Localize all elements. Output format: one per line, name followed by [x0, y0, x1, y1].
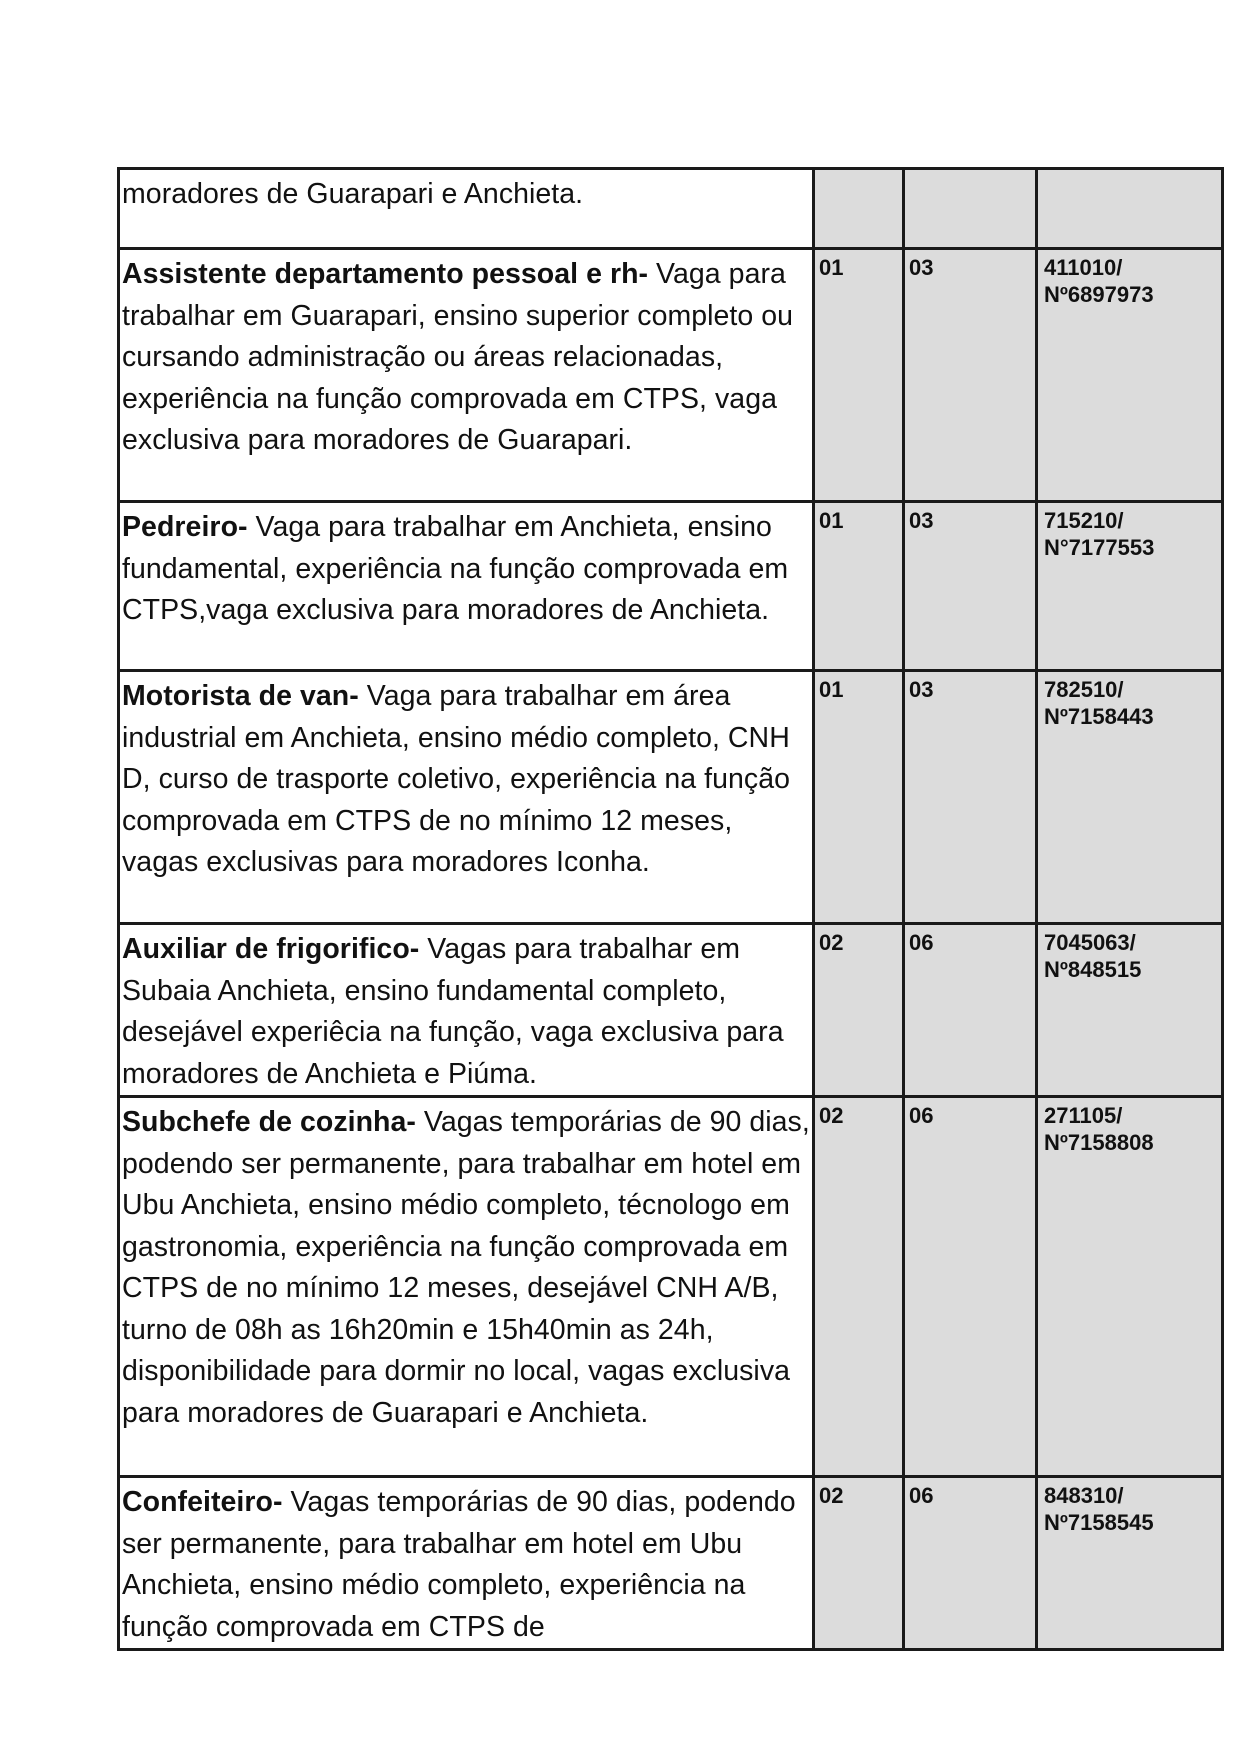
job-title: Pedreiro-: [122, 511, 248, 543]
vacancy-number: Nº6897973: [1044, 282, 1154, 307]
job-description-cell: [119, 1477, 814, 1650]
job-description-cell: [119, 671, 814, 924]
quantity-cell: [814, 169, 904, 249]
quantity-cell: 02: [814, 1097, 904, 1477]
code-cell: [1037, 1477, 1223, 1650]
job-description-cell: [119, 502, 814, 671]
job-title: Subchefe de cozinha-: [122, 1106, 416, 1138]
quantity-total-cell: 03: [904, 502, 1037, 671]
vacancy-number: Nº7158443: [1044, 704, 1154, 729]
job-title: Motorista de van-: [122, 680, 359, 712]
quantity-cell: 02: [814, 1477, 904, 1650]
cbo-code: 411010/: [1044, 255, 1123, 280]
vacancy-number: Nº7158808: [1044, 1130, 1154, 1155]
job-title: Assistente departamento pessoal e rh-: [122, 258, 649, 290]
quantity-total-cell: 06: [904, 1097, 1037, 1477]
quantity-total-cell: 03: [904, 671, 1037, 924]
job-description-text: Vaga para trabalhar em Guarapari, ensino superior completo ou cursando administração ou áreas relacionadas, experiência na função comprovada em CTPS, vaga exclusiva para moradores de Guarapari.: [122, 258, 794, 456]
job-title: Auxiliar de frigorifico-: [122, 933, 420, 965]
vacancy-number: Nº7158545: [1044, 1510, 1154, 1535]
job-description-cell: [119, 1097, 814, 1477]
job-description-cell: [119, 169, 814, 249]
job-description-text: Vagas para trabalhar em Subaia Anchieta, ensino fundamental completo, desejável experiêcia na função, vaga exclusiva para moradores de Anchieta e Piúma.: [122, 933, 784, 1090]
quantity-cell: 02: [814, 924, 904, 1097]
code-cell: [1037, 249, 1223, 502]
job-description-text: Vagas temporárias de 90 dias, podendo ser permanente, para trabalhar em hotel em Ubu Anchieta, ensino médio completo, técnologo em gastronomia, experiência na função comprovada em CTPS de no mínimo 12 meses, desejável CNH A/B, turno de 08h as 16h20min e 15h40min as 24h, disponibilidade para dormir no local, vagas exclusiva para moradores de Guarapari e Anchieta.: [122, 1106, 810, 1429]
quantity-cell: 01: [814, 249, 904, 502]
table-row: [119, 1097, 1223, 1477]
quantity-cell: 01: [814, 502, 904, 671]
vacancy-number: N°7177553: [1044, 535, 1155, 560]
job-description-cell: [119, 924, 814, 1097]
quantity-total-cell: 06: [904, 1477, 1037, 1650]
job-description-text: Vagas temporárias de 90 dias, podendo ser permanente, para trabalhar em hotel em Ubu Anchieta, ensino médio completo, experiência na função comprovada em CTPS de: [122, 1486, 796, 1643]
cbo-code: 7045063/: [1044, 930, 1136, 955]
job-description-text: Vaga para trabalhar em área industrial em Anchieta, ensino médio completo, CNH D, curso de trasporte coletivo, experiência na função comprovada em CTPS de no mínimo 12 meses, vagas exclusivas para moradores Iconha.: [122, 680, 791, 878]
table-row: [119, 502, 1223, 671]
code-cell: [1037, 169, 1223, 249]
quantity-total-cell: 06: [904, 924, 1037, 1097]
cbo-code: 782510/: [1044, 677, 1124, 702]
cbo-code: 848310/: [1044, 1483, 1124, 1508]
job-title: Confeiteiro-: [122, 1486, 283, 1518]
cbo-code: 271105/: [1044, 1103, 1123, 1128]
job-description-text: moradores de Guarapari e Anchieta.: [122, 178, 584, 210]
table-row: [119, 671, 1223, 924]
table-row: [119, 1477, 1223, 1650]
job-description-cell: [119, 249, 814, 502]
code-cell: [1037, 924, 1223, 1097]
code-cell: [1037, 1097, 1223, 1477]
job-vacancies-table: [117, 167, 1224, 1651]
vacancy-number: Nº848515: [1044, 957, 1142, 982]
table-row: [119, 169, 1223, 249]
quantity-total-cell: 03: [904, 249, 1037, 502]
job-description-text: Vaga para trabalhar em Anchieta, ensino fundamental, experiência na função comprovada em CTPS,vaga exclusiva para moradores de Anchieta.: [122, 511, 789, 626]
code-cell: [1037, 502, 1223, 671]
cbo-code: 715210/: [1044, 508, 1124, 533]
quantity-total-cell: [904, 169, 1037, 249]
code-cell: [1037, 671, 1223, 924]
table-row: [119, 249, 1223, 502]
table-row: [119, 924, 1223, 1097]
quantity-cell: 01: [814, 671, 904, 924]
